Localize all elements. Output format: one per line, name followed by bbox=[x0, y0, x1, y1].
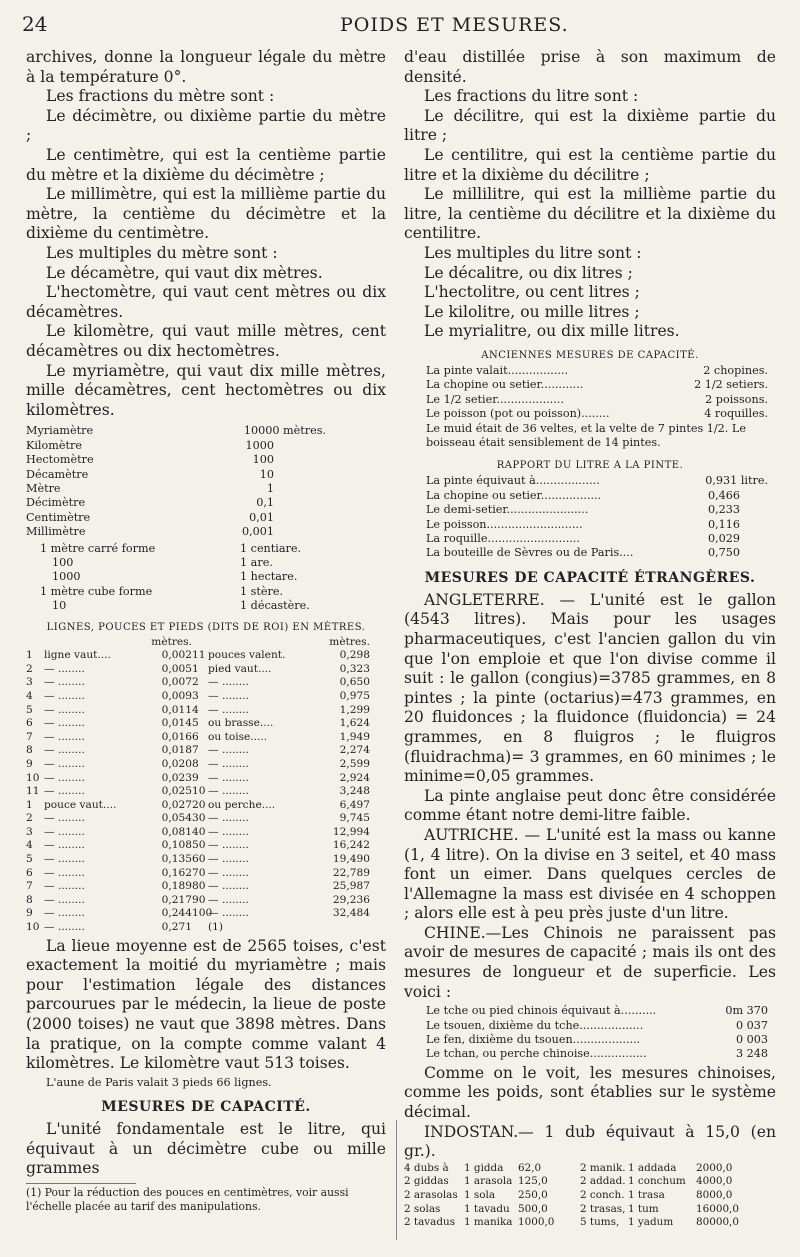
table-cell: 11 bbox=[192, 649, 206, 662]
table-row bbox=[26, 744, 386, 758]
table-row: Le tsouen, dixième du tche.................. 0 037 bbox=[426, 1018, 768, 1032]
paragraph: La lieue moyenne est de 2565 toises, c'est exactement la moitié du myriamètre ; mais pour l'estimation légale des distances parcourues par le médecin, la lieue de poste (2000 toises) ne vaut que 3898 mètres. Dans la pratique, on la compte comme valant 4 kilomètres. Le kilomètre vaut 513 toises. bbox=[26, 936, 386, 1073]
table-cell: 1 sola bbox=[464, 1189, 496, 1202]
table-cell: — ........ bbox=[44, 730, 85, 743]
table-cell: 2 arasolas bbox=[404, 1189, 458, 1202]
table-cell: — ........ bbox=[44, 744, 85, 757]
table-cell: 0,007 bbox=[161, 676, 192, 689]
footnote: (1) Pour la réduction des pouces en centimètres, voir aussi l'échelle placée au tarif des manipulations. bbox=[26, 1185, 349, 1213]
table-row: La pinte équivaut à.................. 0,931 litre. bbox=[426, 474, 768, 488]
table-cell: 1000,0 bbox=[518, 1216, 555, 1229]
paragraph: Le myrialitre, ou dix mille litres. bbox=[424, 322, 680, 341]
table-row: Le tche ou pied chinois équivaut à.......... 0m 370 bbox=[426, 1004, 768, 1018]
paragraph: Le millimètre, qui est la millième partie du mètre, la centième du décimètre et la dixième du centimètre. bbox=[26, 185, 386, 243]
table-cell: pied vaut.... bbox=[208, 662, 272, 675]
table-cell: — ........ bbox=[44, 785, 85, 798]
table-cell: 1 tavadu bbox=[464, 1202, 510, 1215]
table-cell: ligne vaut.... bbox=[44, 649, 111, 662]
table-cell: 4 bbox=[192, 703, 199, 716]
table-cell: 19,490 bbox=[332, 853, 370, 866]
ratio-title: RAPPORT DU LITRE A LA PINTE. bbox=[496, 460, 684, 472]
table-cell: — ........ bbox=[208, 757, 249, 770]
table-cell: 4 bbox=[26, 689, 33, 702]
table-cell: — ........ bbox=[208, 812, 249, 825]
table-cell: 9,745 bbox=[339, 812, 370, 825]
paragraph: L'unité fondamentale est le litre, qui équivaut à un décimètre cube ou mille grammes bbox=[26, 1120, 386, 1178]
table-row bbox=[26, 867, 386, 881]
paragraph: L'aune de Paris valait 3 pieds 66 lignes. bbox=[46, 1075, 272, 1089]
table-row: Le tchan, ou perche chinoise................ 3 248 bbox=[426, 1047, 768, 1061]
table-cell: ou toise..... bbox=[208, 730, 268, 743]
lines-table-head: mètres. mètres. bbox=[151, 635, 370, 648]
indostan-table bbox=[404, 1162, 776, 1230]
paragraph: Le centimètre, qui est la centième partie du mètre et la dixième du décimètre ; bbox=[26, 145, 386, 184]
table-cell: 0,011 bbox=[161, 703, 192, 716]
paragraph: L'hectomètre, qui vaut cent mètres ou dix décamètres. bbox=[26, 283, 386, 321]
table-cell: 9 bbox=[192, 771, 199, 784]
table-cell: — ........ bbox=[208, 785, 249, 798]
table-row bbox=[26, 676, 386, 690]
table-cell bbox=[312, 921, 370, 935]
table-cell: — ........ bbox=[44, 703, 85, 716]
table-cell: 40 bbox=[192, 825, 206, 838]
lines-table bbox=[26, 649, 386, 934]
table-cell: — ........ bbox=[208, 676, 249, 689]
paragraph: Le myriamètre, qui vaut dix mille mètres, mille décamètres, cent hectomètres ou dix kilomètres. bbox=[26, 361, 386, 419]
table-cell: 250,0 bbox=[518, 1189, 548, 1202]
table-cell: 7 bbox=[26, 730, 33, 743]
paragraph: Le décalitre, ou dix litres ; bbox=[424, 263, 633, 282]
paragraph: archives, donne la longueur légale du mètre à la température 0°. bbox=[26, 48, 386, 86]
ancient-measures-title: ANCIENNES MESURES DE CAPACITÉ. bbox=[481, 349, 699, 361]
table-cell: 2 conch. bbox=[580, 1189, 625, 1202]
table-cell: 7 bbox=[192, 744, 199, 757]
table-row bbox=[26, 839, 386, 853]
table-cell: 6 bbox=[26, 866, 33, 879]
table-cell: 0,271 bbox=[161, 921, 192, 934]
table-cell: 0,020 bbox=[161, 757, 192, 770]
table-row: La chopine ou setier................. 0,466 bbox=[426, 488, 740, 502]
section-heading: MESURES DE CAPACITÉ. bbox=[101, 1099, 311, 1116]
table-cell: — ........ bbox=[44, 880, 85, 893]
surface-table: 1 mètre carré forme 1 centiare. 100 1 are. 1000 1 hectare. 1 mètre cube forme 1 stère. 10 1 décastère. bbox=[40, 541, 310, 613]
table-row bbox=[404, 1175, 776, 1189]
table-row: Décamètre 10 bbox=[26, 467, 274, 481]
table-cell: 2,274 bbox=[339, 744, 370, 757]
table-cell: 5 bbox=[26, 703, 33, 716]
table-cell: — ........ bbox=[44, 907, 85, 920]
table-cell: 0,135 bbox=[161, 853, 192, 866]
table-cell: 7 bbox=[26, 880, 33, 893]
table-cell: 0,081 bbox=[161, 825, 192, 838]
right-column bbox=[404, 48, 776, 1230]
paragraph: Les fractions du mètre sont : bbox=[46, 87, 275, 106]
table-cell: — ........ bbox=[208, 744, 249, 757]
table-row bbox=[26, 717, 386, 731]
table-cell bbox=[192, 921, 208, 935]
paragraph: Les fractions du litre sont : bbox=[424, 87, 639, 106]
page-number: 24 bbox=[22, 12, 48, 36]
table-cell: 3,248 bbox=[339, 785, 370, 798]
paragraph: Comme on le voit, les mesures chinoises, comme les poids, sont établies sur le système décimal. bbox=[404, 1063, 776, 1122]
table-cell: 3 bbox=[26, 825, 33, 838]
table-cell: 3 bbox=[192, 689, 199, 702]
table-cell: 9 bbox=[26, 757, 33, 770]
table-cell: 3 bbox=[26, 676, 33, 689]
table-cell: — ........ bbox=[208, 703, 249, 716]
table-cell: 0,016 bbox=[161, 730, 192, 743]
table-cell: 1 conchum bbox=[628, 1175, 686, 1188]
table-row bbox=[26, 880, 386, 894]
table-cell: 60 bbox=[192, 853, 206, 866]
table-cell: 125,0 bbox=[518, 1175, 548, 1188]
table-cell: — ........ bbox=[208, 866, 249, 879]
table-cell: — ........ bbox=[44, 825, 85, 838]
table-cell: — ........ bbox=[44, 757, 85, 770]
table-cell: 2 bbox=[26, 662, 33, 675]
table-cell: 8 bbox=[192, 757, 199, 770]
table-cell: — ........ bbox=[208, 907, 249, 920]
ratio-table bbox=[404, 474, 776, 560]
table-row: La pinte valait................. 2 chopines. bbox=[426, 363, 768, 377]
table-cell: 16,242 bbox=[332, 839, 370, 852]
table-cell: — ........ bbox=[208, 825, 249, 838]
table-cell: pouce vaut.... bbox=[44, 798, 117, 811]
table-cell: 0,298 bbox=[339, 649, 370, 662]
table-cell: 0,323 bbox=[339, 662, 370, 675]
table-cell: 8 bbox=[26, 893, 33, 906]
table-row: Myriamètre 10000 mètres. bbox=[26, 424, 326, 438]
table-cell: 8000,0 bbox=[696, 1189, 733, 1202]
table-cell: 0,027 bbox=[161, 798, 192, 811]
table-cell: — ........ bbox=[44, 771, 85, 784]
table-row: Hectomètre 100 bbox=[26, 453, 274, 467]
table-cell: — ........ bbox=[44, 853, 85, 866]
table-cell: 1 arasola bbox=[464, 1175, 513, 1188]
chinese-measures-table bbox=[404, 1002, 776, 1064]
table-row: Le poisson........................... 0,116 bbox=[426, 517, 740, 531]
paragraph: INDOSTAN.— 1 dub équivaut à 15,0 (en gr.). bbox=[404, 1122, 776, 1161]
paragraph: Le décamètre, qui vaut dix mètres. bbox=[46, 263, 323, 282]
table-cell: 0,650 bbox=[339, 676, 370, 689]
table-row: La bouteille de Sèvres ou de Paris.... 0,750 bbox=[426, 546, 740, 560]
paragraph: Le décilitre, qui est la dixième partie du litre ; bbox=[404, 106, 776, 145]
table-cell: 1 yadum bbox=[628, 1216, 674, 1229]
table-row: Kilomètre 1000 bbox=[26, 438, 274, 452]
ancient-measures-table bbox=[404, 364, 776, 450]
table-row bbox=[26, 921, 386, 935]
table-cell: 10 bbox=[26, 921, 40, 934]
table-cell: 0,023 bbox=[161, 771, 192, 784]
lines-table-title: LIGNES, POUCES ET PIEDS (DITS DE ROI) EN MÈTRES. bbox=[46, 621, 366, 633]
table-row bbox=[404, 1162, 776, 1176]
table-cell: 100 bbox=[192, 907, 213, 920]
table-cell: 1 manika bbox=[464, 1216, 513, 1229]
table-row bbox=[26, 690, 386, 704]
table-cell: 2,924 bbox=[339, 771, 370, 784]
paragraph: ANGLETERRE. — L'unité est le gallon (4543 litres). Mais pour les usages pharmaceutiques, c'est l'ancien gallon du vin que l'on emploie et que l'on divise comme il suit : le gallon (congius)=3785 grammes, en 8 pintes ; la pinte (octarius)=473 grammes, en 20 fluidonces ; la fluidonce (fluidoncia) = 24 grammes, en 8 fluigros ; le fluigros (fluidrachma)= 3 grammes, en 60 minimes ; le minime=0,05 grammes. bbox=[404, 590, 776, 786]
table-cell: 29,236 bbox=[332, 893, 370, 906]
table-row bbox=[404, 1189, 776, 1203]
table-cell: 70 bbox=[192, 866, 206, 879]
table-cell: 2 bbox=[26, 812, 33, 825]
paragraph: Le millilitre, qui est la millième partie du litre, la centième du décilitre et la dixième du centilitre. bbox=[404, 185, 776, 243]
table-row: Le fen, dixième du tsouen................... 0 003 bbox=[426, 1033, 768, 1047]
table-cell: 2 giddas bbox=[404, 1175, 449, 1188]
table-cell: 62,0 bbox=[518, 1161, 542, 1174]
table-row: La roquille.......................... 0,029 bbox=[426, 531, 740, 545]
table-row bbox=[26, 758, 386, 772]
table-cell: — ........ bbox=[44, 689, 85, 702]
paragraph: CHINE.—Les Chinois ne paraissent pas avoir de mesures de capacité ; mais ils ont des mesures de longueur et de superficie. Les voici : bbox=[404, 923, 776, 1001]
table-cell: 9 bbox=[26, 907, 33, 920]
paragraph: L'hectolitre, ou cent litres ; bbox=[424, 283, 640, 302]
table-row bbox=[26, 894, 386, 908]
table-cell: — ........ bbox=[44, 921, 85, 934]
footnote-rule bbox=[26, 1183, 136, 1184]
table-cell: 0,244 bbox=[161, 907, 192, 920]
table-cell: 90 bbox=[192, 893, 206, 906]
table-cell: 25,987 bbox=[332, 880, 370, 893]
paragraph: Les multiples du mètre sont : bbox=[46, 243, 278, 262]
paragraph: Le décimètre, ou dixième partie du mètre ; bbox=[26, 106, 386, 145]
table-cell: 1,949 bbox=[339, 730, 370, 743]
table-cell: 2 addad. bbox=[580, 1175, 626, 1188]
table-cell: — ........ bbox=[44, 893, 85, 906]
ancient-measures-note: Le muid était de 36 veltes, et la velte de 7 pintes 1/2. Le boisseau était sensiblement de 14 pintes. bbox=[426, 421, 746, 449]
table-cell: — ........ bbox=[208, 880, 249, 893]
table-cell: 0,108 bbox=[161, 839, 192, 852]
table-cell: 2 trasas, bbox=[580, 1202, 626, 1215]
table-cell: 6 bbox=[26, 717, 33, 730]
table-cell: 1 bbox=[192, 662, 199, 675]
table-cell: 1 bbox=[26, 649, 33, 662]
table-cell: 16000,0 bbox=[696, 1202, 739, 1215]
table-cell: 32,484 bbox=[332, 907, 370, 920]
table-cell: 20 bbox=[192, 798, 206, 811]
running-title: POIDS ET MESURES. bbox=[340, 14, 569, 36]
table-row bbox=[26, 649, 386, 663]
table-cell: 10 bbox=[26, 771, 40, 784]
table-cell: 80 bbox=[192, 880, 206, 893]
table-cell: 4000,0 bbox=[696, 1175, 733, 1188]
table-row bbox=[26, 772, 386, 786]
paragraph: AUTRICHE. — L'unité est la mass ou kanne (1, 4 litre). On la divise en 3 seitel, et 40 mass font un eimer. Dans quelques cercles de l'Allemagne la mass est divisée en 4 schoppen ; alors elle est à peu près juste d'un litre. bbox=[404, 825, 776, 923]
table-cell: (1) bbox=[208, 921, 224, 934]
table-cell: 2 bbox=[192, 676, 199, 689]
table-cell: 10 bbox=[192, 785, 206, 798]
table-cell: 5 bbox=[192, 717, 199, 730]
table-row: Le demi-setier....................... 0,233 bbox=[426, 503, 740, 517]
table-cell: 2,599 bbox=[339, 757, 370, 770]
table-row bbox=[26, 663, 386, 677]
table-cell: 12,994 bbox=[332, 825, 370, 838]
table-cell: 0,162 bbox=[161, 866, 192, 879]
table-cell: 0,018 bbox=[161, 744, 192, 757]
table-cell: 0,002 bbox=[161, 649, 192, 662]
table-cell: — ........ bbox=[208, 689, 249, 702]
table-cell: 2000,0 bbox=[696, 1161, 733, 1174]
table-cell: 500,0 bbox=[518, 1202, 548, 1215]
table-row: La chopine ou setier............ 2 1/2 setiers. bbox=[426, 378, 768, 392]
column-divider bbox=[396, 1120, 397, 1240]
table-cell: 1 trasa bbox=[628, 1189, 665, 1202]
table-row bbox=[26, 853, 386, 867]
table-cell: ou perche.... bbox=[208, 798, 276, 811]
table-cell: — ........ bbox=[44, 717, 85, 730]
table-row bbox=[26, 785, 386, 799]
paragraph: d'eau distillée prise à son maximum de densité. bbox=[404, 48, 776, 86]
table-cell: 4 bbox=[26, 839, 33, 852]
table-row bbox=[26, 907, 386, 921]
table-row bbox=[26, 799, 386, 813]
metric-table bbox=[26, 424, 326, 539]
paragraph: Le kilomètre, qui vaut mille mètres, cent décamètres ou dix hectomètres. bbox=[26, 322, 386, 360]
table-row bbox=[404, 1203, 776, 1217]
table-cell: 1 tum bbox=[628, 1202, 659, 1215]
table-cell: 4 dubs à bbox=[404, 1161, 449, 1174]
table-cell: 22,789 bbox=[332, 866, 370, 879]
table-row: Centimètre 0,01 bbox=[26, 510, 274, 524]
table-cell: 80000,0 bbox=[696, 1216, 739, 1229]
table-cell: 1,299 bbox=[339, 703, 370, 716]
table-row: Millimètre 0,001 bbox=[26, 525, 274, 539]
page-header bbox=[0, 8, 800, 38]
left-column bbox=[26, 48, 386, 1213]
table-row bbox=[26, 826, 386, 840]
table-row: Le poisson (pot ou poisson)........ 4 roquilles. bbox=[426, 407, 768, 421]
table-cell: 0,005 bbox=[161, 662, 192, 675]
table-cell: 30 bbox=[192, 812, 206, 825]
table-cell: ou brasse.... bbox=[208, 717, 274, 730]
table-cell: pouces valent. bbox=[208, 649, 286, 662]
table-cell: 0,009 bbox=[161, 689, 192, 702]
table-cell: 0,014 bbox=[161, 717, 192, 730]
table-row bbox=[404, 1216, 776, 1230]
table-row: Décimètre 0,1 bbox=[26, 496, 274, 510]
paragraph: Le centilitre, qui est la centième partie du litre et la dixième du décilitre ; bbox=[404, 145, 776, 184]
section-heading: MESURES DE CAPACITÉ ÉTRANGÈRES. bbox=[424, 569, 756, 586]
table-cell: 1 bbox=[26, 798, 33, 811]
table-cell: — ........ bbox=[44, 839, 85, 852]
table-cell: 50 bbox=[192, 839, 206, 852]
table-cell: — ........ bbox=[44, 812, 85, 825]
table-row bbox=[26, 704, 386, 718]
table-cell: — ........ bbox=[208, 893, 249, 906]
table-cell: — ........ bbox=[208, 771, 249, 784]
table-cell: 6,497 bbox=[339, 798, 370, 811]
table-cell: 2 manik. bbox=[580, 1161, 626, 1174]
table-cell: 1,624 bbox=[339, 717, 370, 730]
table-cell: 0,975 bbox=[339, 689, 370, 702]
table-row bbox=[26, 812, 386, 826]
table-cell: 0,217 bbox=[161, 893, 192, 906]
table-cell: 0,054 bbox=[161, 812, 192, 825]
table-cell: 11 bbox=[26, 785, 40, 798]
table-cell: 0,025 bbox=[161, 785, 192, 798]
table-cell: 0,189 bbox=[161, 880, 192, 893]
table-cell: 1 addada bbox=[628, 1161, 677, 1174]
table-cell: 2 solas bbox=[404, 1202, 441, 1215]
table-cell: 2 tavadus bbox=[404, 1216, 456, 1229]
paragraph: La pinte anglaise peut donc être considérée comme étant notre demi-litre faible. bbox=[404, 786, 776, 825]
table-cell: 5 tums, bbox=[580, 1216, 620, 1229]
table-cell: — ........ bbox=[208, 853, 249, 866]
table-cell: 1 gidda bbox=[464, 1161, 504, 1174]
table-cell: 8 bbox=[26, 744, 33, 757]
paragraph: Les multiples du litre sont : bbox=[424, 243, 642, 262]
table-cell: — ........ bbox=[44, 676, 85, 689]
table-row: Mètre 1 bbox=[26, 481, 274, 495]
table-row: Le 1/2 setier................... 2 poissons. bbox=[426, 392, 768, 406]
table-cell: — ........ bbox=[44, 866, 85, 879]
paragraph: Le kilolitre, ou mille litres ; bbox=[424, 302, 640, 321]
table-cell: 6 bbox=[192, 730, 199, 743]
table-cell: 5 bbox=[26, 853, 33, 866]
table-cell: — ........ bbox=[44, 662, 85, 675]
table-cell: — ........ bbox=[208, 839, 249, 852]
table-row bbox=[26, 731, 386, 745]
